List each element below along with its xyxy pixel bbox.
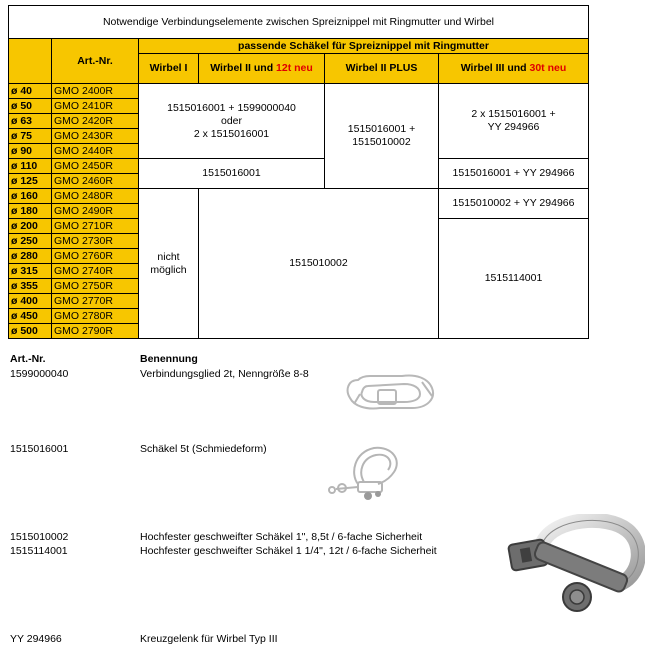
diameter-cell: ø 63 (9, 114, 52, 129)
diameter-cell: ø 160 (9, 189, 52, 204)
art-cell: GMO 2730R (52, 234, 139, 249)
w3-mid-cell: 1515016001 + YY 294966 (439, 159, 589, 189)
w1-w2-mid-cell: 1515016001 (139, 159, 325, 189)
diameter-cell: ø 450 (9, 309, 52, 324)
legend-name: Kreuzgelenk für Wirbel Typ III (140, 633, 278, 645)
bow-shackle-image (495, 514, 645, 614)
art-cell: GMO 2430R (52, 129, 139, 144)
diameter-cell: ø 90 (9, 144, 52, 159)
diameter-cell: ø 200 (9, 219, 52, 234)
diameter-cell: ø 75 (9, 129, 52, 144)
wirbel3-header: Wirbel III und 30t neu (439, 54, 589, 84)
diameter-cell: ø 180 (9, 204, 52, 219)
art-cell: GMO 2450R (52, 159, 139, 174)
art-cell: GMO 2440R (52, 144, 139, 159)
art-cell: GMO 2750R (52, 279, 139, 294)
w3-lower-cell: 1515010002 + YY 294966 (439, 189, 589, 219)
passende-header: passende Schäkel für Spreiznippel mit Ringmutter (139, 39, 589, 54)
legend-name: Hochfester geschweifter Schäkel 1", 8,5t / 6-fache Sicherheit (140, 531, 423, 543)
art-cell: GMO 2790R (52, 324, 139, 339)
diameter-cell: ø 355 (9, 279, 52, 294)
connection-table (8, 5, 589, 339)
diameter-cell: ø 400 (9, 294, 52, 309)
w3-top-cell: 2 x 1515016001 + YY 294966 (439, 84, 589, 159)
plus-cell: 1515016001 + 1515010002 (325, 84, 439, 189)
legend-art: 1515010002 (10, 531, 69, 543)
table-row (9, 189, 589, 204)
legend-art: 1599000040 (10, 368, 69, 380)
legend-name: Verbindungsglied 2t, Nenngröße 8-8 (140, 368, 309, 380)
w1-w2-top-cell: 1515016001 + 1599000040 oder 2 x 1515016001 (139, 84, 325, 159)
legend-name: Schäkel 5t (Schmiedeform) (140, 443, 267, 455)
legend-art: YY 294966 (10, 633, 62, 645)
art-cell: GMO 2760R (52, 249, 139, 264)
w3-bottom-cell: 1515114001 (439, 219, 589, 339)
legend-name: Hochfester geschweifter Schäkel 1 1/4", 12t / 6-fache Sicherheit (140, 545, 437, 557)
art-cell: GMO 2780R (52, 309, 139, 324)
corner-cell (9, 39, 52, 84)
table-row (9, 84, 589, 99)
wirbel1-header: Wirbel I (139, 54, 199, 84)
legend-art: 1515114001 (10, 545, 68, 557)
diameter-cell: ø 280 (9, 249, 52, 264)
diameter-cell: ø 500 (9, 324, 52, 339)
diameter-cell: ø 315 (9, 264, 52, 279)
diameter-cell: ø 250 (9, 234, 52, 249)
legend-head-art: Art.-Nr. (10, 353, 46, 365)
table-title: Notwendige Verbindungselemente zwischen Spreiznippel mit Ringmutter und Wirbel (9, 6, 589, 39)
diameter-cell: ø 40 (9, 84, 52, 99)
art-cell: GMO 2460R (52, 174, 139, 189)
diameter-cell: ø 110 (9, 159, 52, 174)
art-cell: GMO 2480R (52, 189, 139, 204)
art-cell: GMO 2400R (52, 84, 139, 99)
art-cell: GMO 2740R (52, 264, 139, 279)
big-cell: 1515010002 (199, 189, 439, 339)
legend-head-benennung: Benennung (140, 353, 198, 365)
legend-art: 1515016001 (10, 443, 69, 455)
table-row (9, 159, 589, 174)
art-cell: GMO 2420R (52, 114, 139, 129)
connecting-link-image (340, 368, 440, 420)
art-cell: GMO 2770R (52, 294, 139, 309)
art-nr-header: Art.-Nr. (52, 39, 139, 84)
diameter-cell: ø 50 (9, 99, 52, 114)
forged-shackle-image (322, 438, 412, 508)
nicht-moeglich-cell: nicht möglich (139, 189, 199, 339)
diameter-cell: ø 125 (9, 174, 52, 189)
art-cell: GMO 2410R (52, 99, 139, 114)
wirbel2-header: Wirbel II und 12t neu (199, 54, 325, 84)
art-cell: GMO 2490R (52, 204, 139, 219)
wirbel-plus-header: Wirbel II PLUS (325, 54, 439, 84)
art-cell: GMO 2710R (52, 219, 139, 234)
